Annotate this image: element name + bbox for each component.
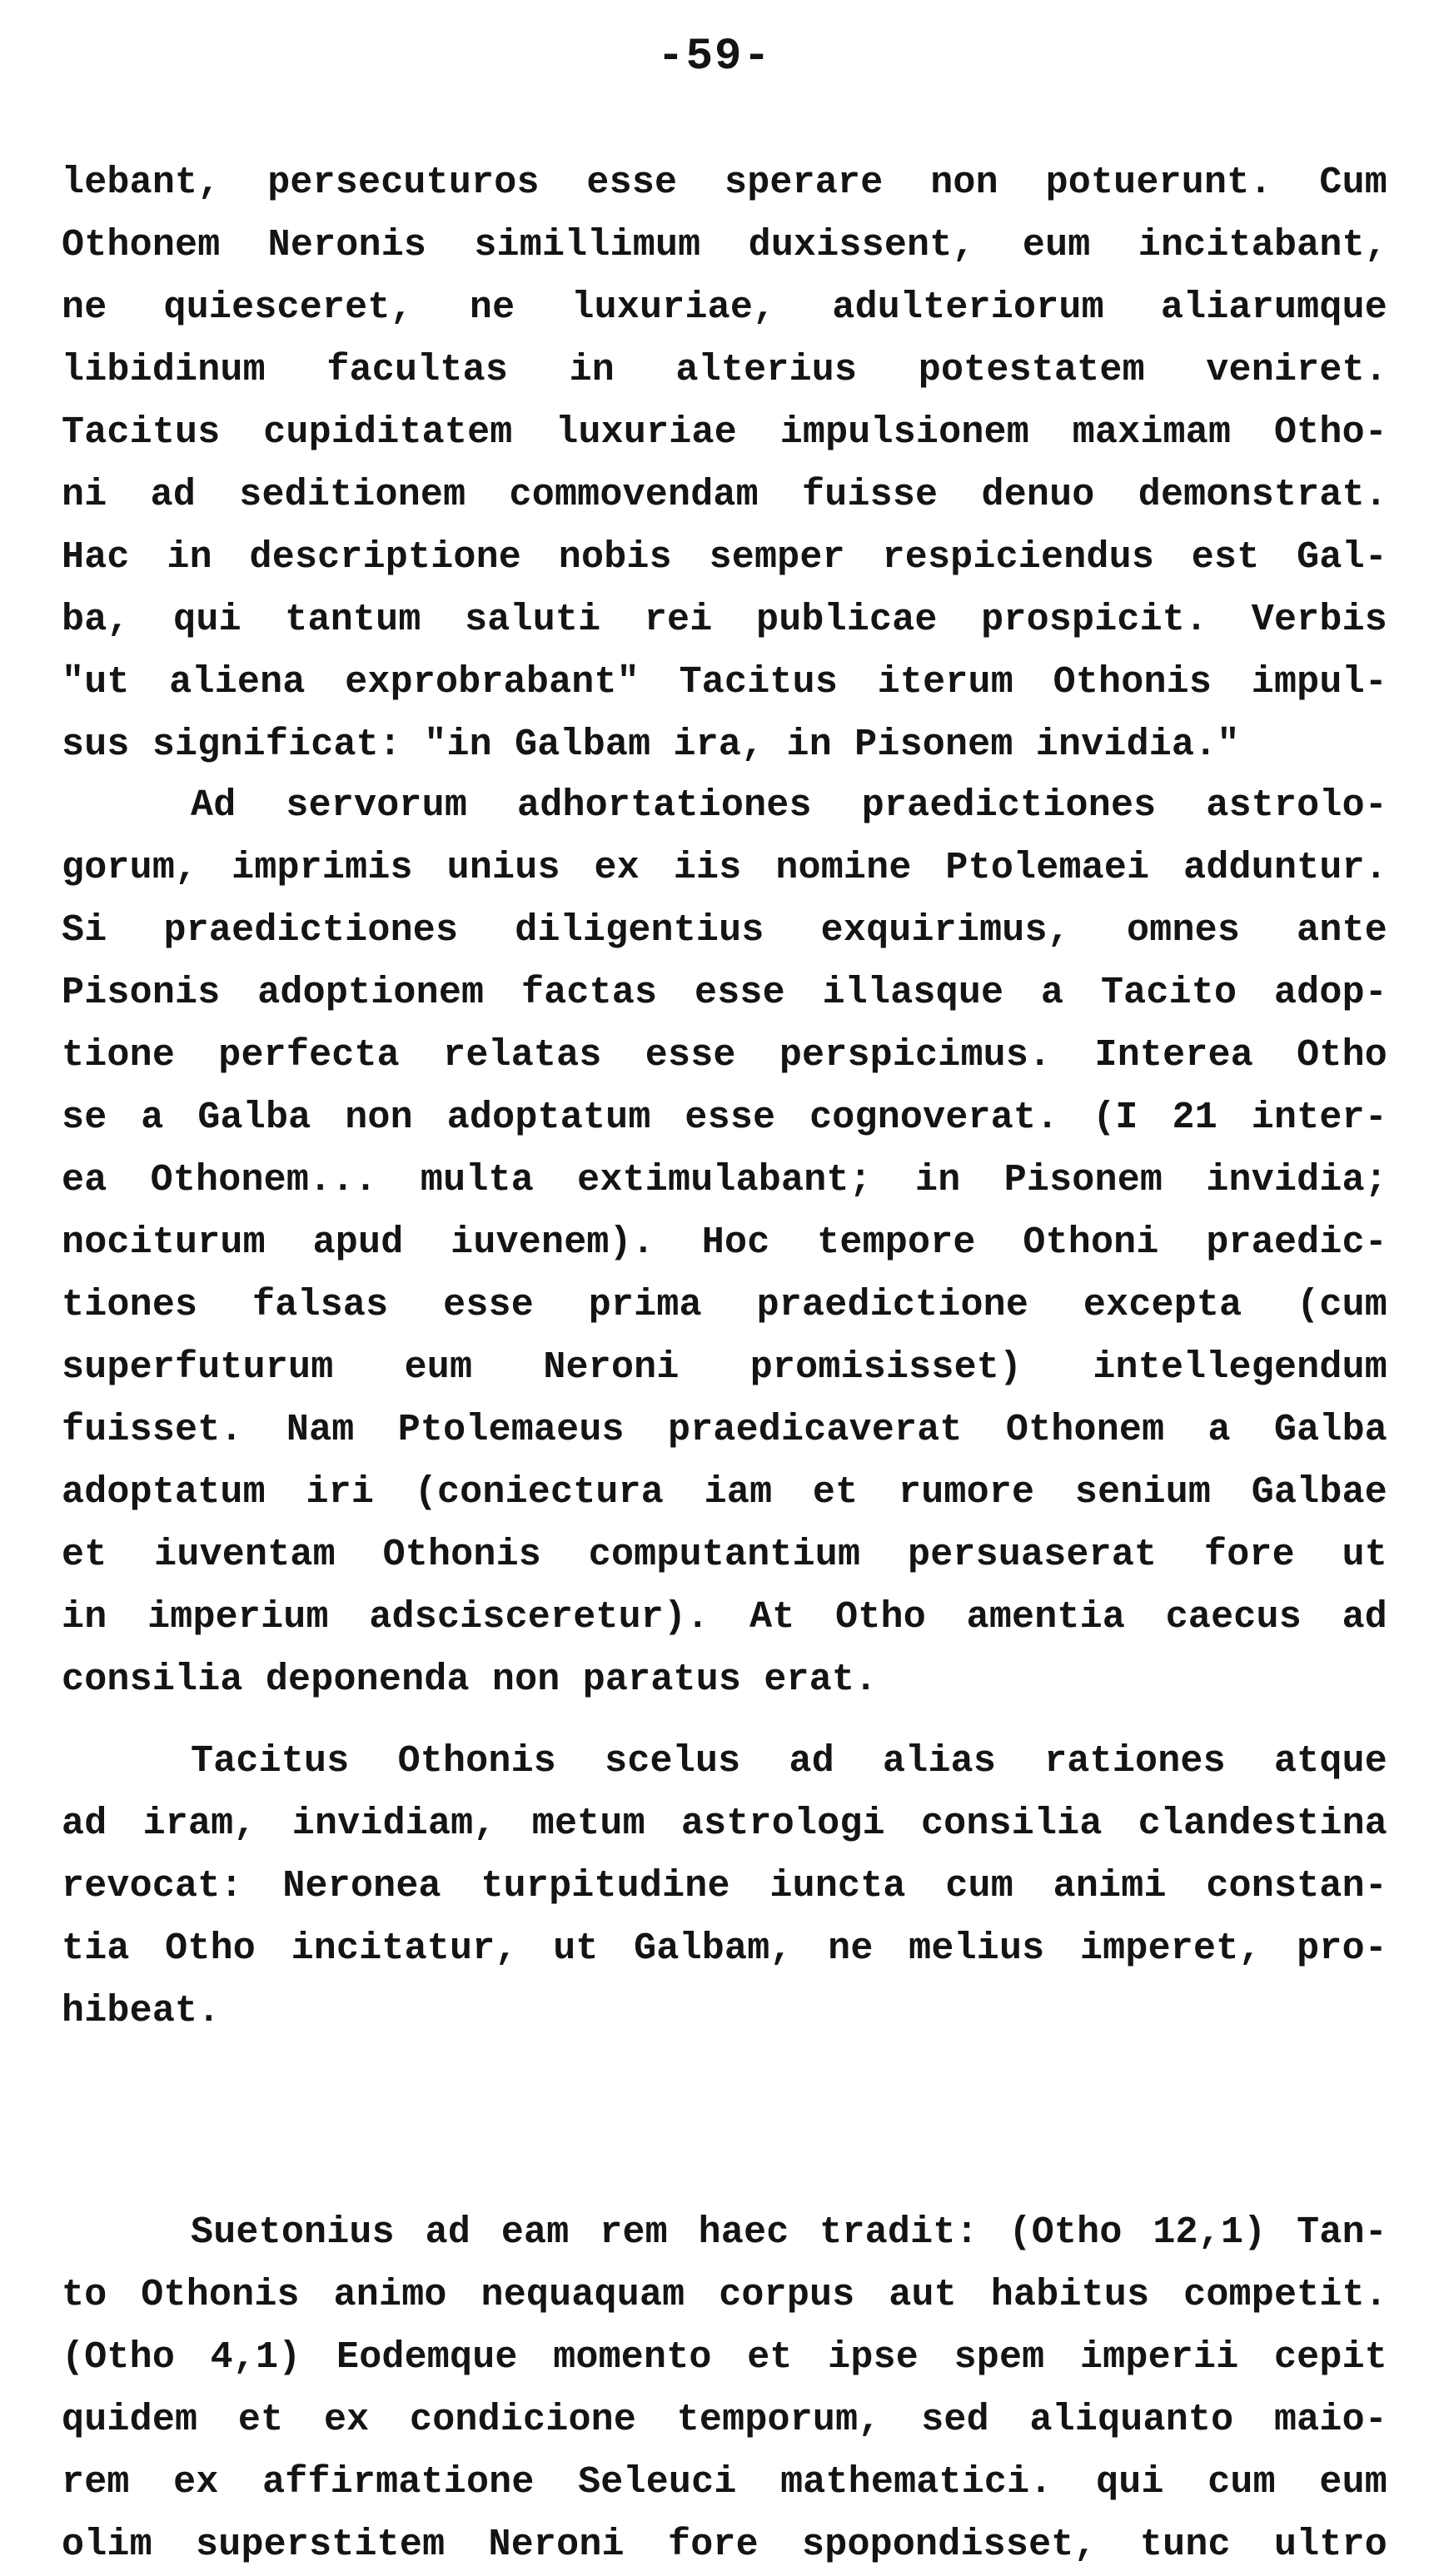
text-line: ba, qui tantum saluti rei publicae prospicit. Verbis — [62, 599, 1387, 641]
text-line: Hac in descriptione nobis semper respiciendus est Gal- — [62, 536, 1387, 579]
text-line: Pisonis adoptionem factas esse illasque a Tacito adop- — [62, 972, 1387, 1014]
text-line: Ad servorum adhortationes praedictiones astrolo- — [191, 784, 1387, 827]
text-line: lebant, persecuturos esse sperare non potuerunt. Cum — [62, 162, 1387, 204]
text-line: superfuturum eum Neroni promisisset) intellegendum — [62, 1346, 1387, 1389]
text-line: rem ex affirmatione Seleuci mathematici. qui cum eum — [62, 2461, 1387, 2504]
text-line: libidinum facultas in alterius potestatem veniret. — [62, 349, 1387, 391]
text-line: olim superstitem Neroni fore spopondisset, tunc ultro — [62, 2524, 1387, 2566]
page-number: -59- — [657, 32, 772, 82]
text-line: Othonem Neronis simillimum duxissent, eum incitabant, — [62, 224, 1387, 266]
text-line: (Otho 4,1) Eodemque momento et ipse spem imperii cepit — [62, 2336, 1387, 2379]
text-line: in imperium adscisceretur). At Otho amentia caecus ad — [62, 1596, 1387, 1639]
text-line: quidem et ex condicione temporum, sed aliquanto maio- — [62, 2399, 1387, 2441]
text-line: ne quiesceret, ne luxuriae, adulteriorum aliarumque — [62, 286, 1387, 329]
text-line: ea Othonem... multa extimulabant; in Pisonem invidia; — [62, 1159, 1387, 1201]
text-line: et iuventam Othonis computantium persuaserat fore ut — [62, 1534, 1387, 1576]
paragraph-4 — [62, 2201, 1387, 2576]
paragraph-3 — [62, 1730, 1387, 2042]
text-line: nociturum apud iuvenem). Hoc tempore Othoni praedic- — [62, 1221, 1387, 1264]
text-line: ni ad seditionem commovendam fuisse denuo demonstrat. — [62, 474, 1387, 516]
text-line: hibeat. — [62, 1990, 221, 2032]
paragraph-1 — [62, 152, 1387, 776]
text-line: fuisset. Nam Ptolemaeus praedicaverat Othonem a Galba — [62, 1409, 1387, 1451]
text-line: Tacitus Othonis scelus ad alias rationes atque — [191, 1740, 1387, 1783]
text-line: "ut aliena exprobrabant" Tacitus iterum Othonis impul- — [62, 661, 1387, 704]
text-line: tione perfecta relatas esse perspicimus. Interea Otho — [62, 1034, 1387, 1077]
text-line: gorum, imprimis unius ex iis nomine Ptolemaei adduntur. — [62, 847, 1387, 889]
text-line: Si praedictiones diligentius exquirimus, omnes ante — [62, 909, 1387, 952]
text-line: ad iram, invidiam, metum astrologi consilia clandestina — [62, 1803, 1387, 1845]
text-line: to Othonis animo nequaquam corpus aut habitus competit. — [62, 2274, 1387, 2316]
text-line: revocat: Neronea turpitudine iuncta cum animi constan- — [62, 1865, 1387, 1907]
text-line: sus significat: "in Galbam ira, in Pisonem invidia." — [62, 724, 1240, 766]
text-line: se a Galba non adoptatum esse cognoverat. (I 21 inter- — [62, 1097, 1387, 1139]
text-line: adoptatum iri (coniectura iam et rumore senium Galbae — [62, 1471, 1387, 1514]
text-line: Suetonius ad eam rem haec tradit: (Otho 12,1) Tan- — [191, 2211, 1387, 2254]
text-line: tiones falsas esse prima praedictione excepta (cum — [62, 1284, 1387, 1326]
paragraph-2 — [62, 774, 1387, 1711]
text-line: tia Otho incitatur, ut Galbam, ne melius imperet, pro- — [62, 1927, 1387, 1970]
text-line: Tacitus cupiditatem luxuriae impulsionem maximam Otho- — [62, 411, 1387, 454]
text-line: consilia deponenda non paratus erat. — [62, 1658, 878, 1701]
